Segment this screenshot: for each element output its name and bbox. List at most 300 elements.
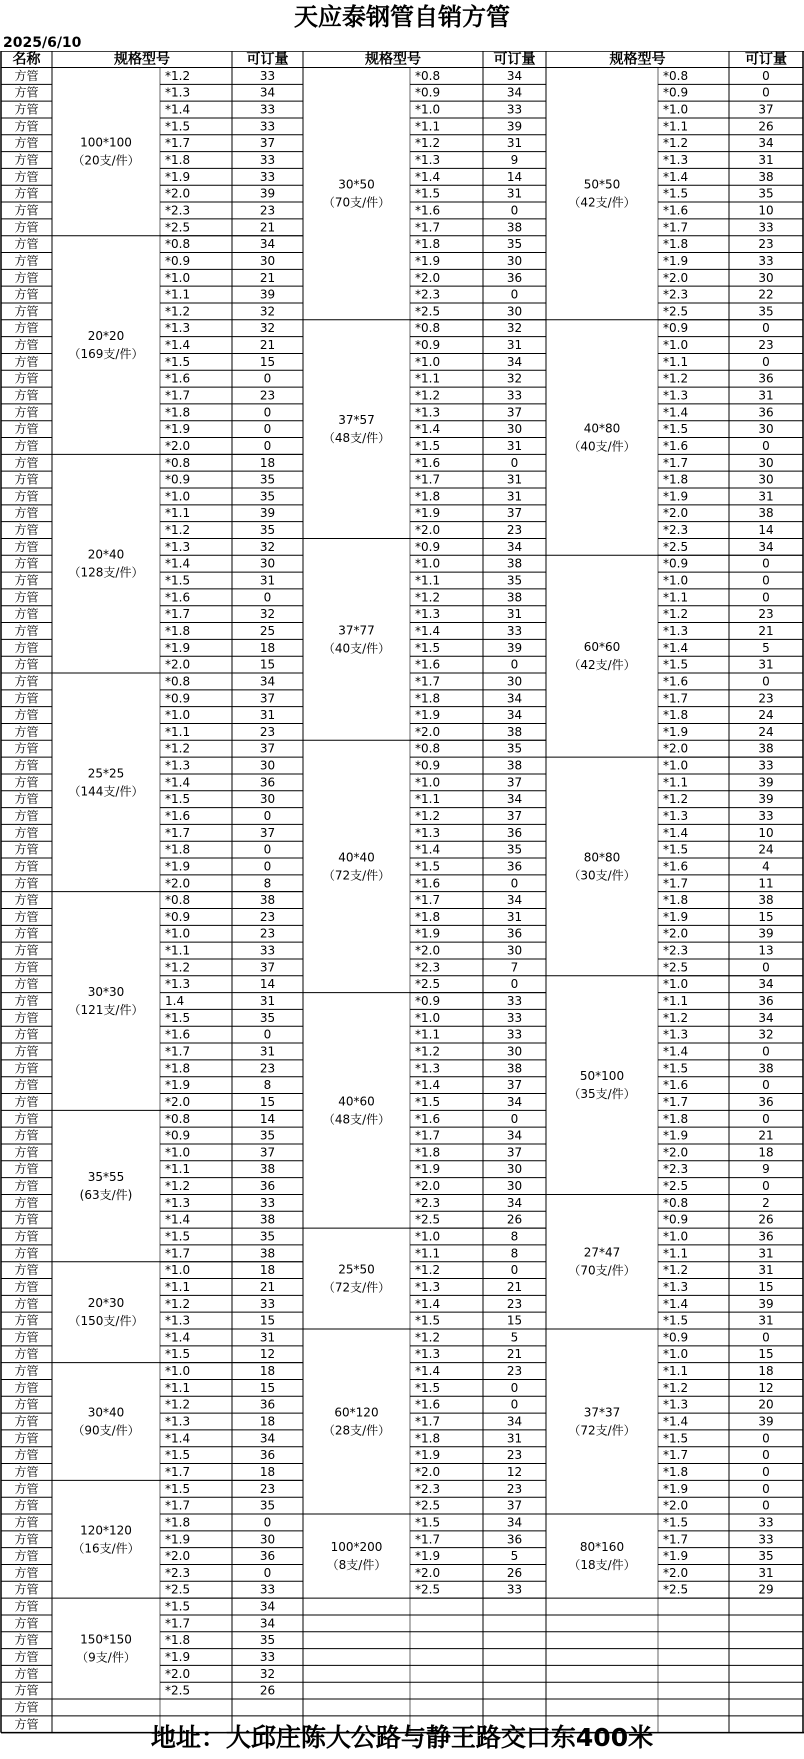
thickness-cell: *1.7 [165, 1246, 191, 1261]
quantity-cell: 34 [506, 1414, 523, 1429]
spec-pack-label: （42支/件） [568, 195, 636, 210]
thickness-cell: *0.8 [415, 68, 441, 83]
quantity-cell: 0 [762, 354, 770, 369]
product-name-cell: 方管 [14, 489, 39, 504]
thickness-cell: *1.5 [165, 354, 191, 369]
thickness-cell: *1.9 [663, 909, 689, 924]
product-name-cell: 方管 [14, 1347, 39, 1362]
product-name-cell: 方管 [14, 977, 39, 992]
thickness-cell: *1.0 [415, 775, 441, 790]
quantity-cell: 11 [758, 876, 774, 891]
thickness-cell: *0.9 [165, 1128, 191, 1143]
thickness-cell: *1.5 [415, 859, 441, 874]
product-name-cell: 方管 [14, 1700, 39, 1715]
thickness-cell: *1.2 [663, 1263, 689, 1278]
quantity-cell: 38 [259, 1212, 276, 1227]
quantity-cell: 37 [259, 960, 276, 975]
thickness-cell: *1.3 [165, 758, 191, 773]
product-name-cell: 方管 [14, 724, 39, 739]
thickness-cell: *1.5 [663, 842, 689, 857]
quantity-cell: 37 [506, 808, 523, 823]
thickness-cell: *1.5 [415, 1380, 441, 1395]
thickness-cell: *1.9 [415, 253, 441, 268]
spec-size-label: 37*77 [338, 623, 375, 638]
product-name-cell: 方管 [14, 1128, 39, 1143]
quantity-cell: 18 [758, 1364, 774, 1379]
thickness-cell: *2.0 [165, 1666, 191, 1681]
thickness-cell: *1.2 [415, 136, 441, 151]
quantity-cell: 23 [758, 237, 774, 252]
thickness-cell: *1.3 [415, 153, 441, 168]
thickness-cell: *1.5 [415, 640, 441, 655]
thickness-cell: *1.9 [415, 708, 441, 723]
quantity-cell: 32 [506, 321, 523, 336]
thickness-cell: *1.8 [663, 1111, 689, 1126]
product-name-cell: 方管 [14, 1111, 39, 1126]
thickness-cell: *1.7 [415, 1128, 441, 1143]
thickness-cell: *1.4 [165, 1330, 191, 1345]
product-name-cell: 方管 [14, 1414, 39, 1429]
product-name-cell: 方管 [14, 1279, 39, 1294]
spec-size-label: 27*47 [583, 1245, 621, 1260]
product-name-cell: 方管 [14, 842, 39, 857]
thickness-cell: *1.1 [415, 792, 441, 807]
quantity-cell: 38 [259, 893, 276, 908]
quantity-cell: 8 [510, 1246, 519, 1261]
quantity-cell: 35 [758, 186, 774, 201]
quantity-cell: 31 [758, 1246, 774, 1261]
quantity-cell: 31 [758, 1263, 774, 1278]
quantity-cell: 0 [263, 1027, 272, 1042]
quantity-cell: 39 [259, 186, 276, 201]
thickness-cell: *2.5 [165, 220, 191, 235]
quantity-cell: 0 [510, 977, 519, 992]
product-name-cell: 方管 [14, 253, 39, 268]
quantity-cell: 23 [506, 1364, 523, 1379]
spec-pack-label: （72支/件） [568, 1423, 636, 1438]
product-name-cell: 方管 [14, 1649, 39, 1664]
quantity-cell: 35 [259, 1128, 276, 1143]
thickness-cell: *1.0 [663, 977, 689, 992]
spec-size-label: 40*40 [338, 850, 375, 865]
quantity-cell: 32 [259, 539, 276, 554]
thickness-cell: *1.9 [165, 422, 191, 437]
quantity-cell: 0 [762, 1481, 770, 1496]
quantity-cell: 18 [259, 640, 276, 655]
thickness-cell: *1.1 [165, 287, 191, 302]
quantity-cell: 34 [758, 539, 774, 554]
thickness-cell: *1.7 [415, 220, 441, 235]
thickness-cell: *1.0 [415, 1229, 441, 1244]
spec-size-label: 20*20 [87, 329, 125, 344]
quantity-cell: 30 [758, 422, 774, 437]
quantity-cell: 26 [506, 1565, 523, 1580]
quantity-cell: 37 [259, 741, 276, 756]
thickness-cell: *1.3 [663, 1027, 689, 1042]
quantity-cell: 35 [506, 741, 523, 756]
quantity-cell: 25 [259, 623, 276, 638]
quantity-cell: 0 [510, 657, 519, 672]
spec-pack-label: （150支/件） [68, 1314, 144, 1329]
thickness-cell: *1.3 [415, 607, 441, 622]
product-name-cell: 方管 [14, 539, 39, 554]
spec-size-label: 25*50 [338, 1262, 375, 1277]
thickness-cell: *0.9 [663, 85, 689, 100]
thickness-cell: *1.5 [165, 1481, 191, 1496]
thickness-cell: *2.0 [415, 270, 441, 285]
spec-size-label: 30*50 [338, 177, 375, 192]
thickness-cell: *1.6 [415, 876, 441, 891]
thickness-cell: *1.0 [165, 1263, 191, 1278]
quantity-cell: 39 [506, 640, 523, 655]
quantity-cell: 15 [506, 1313, 523, 1328]
product-name-cell: 方管 [14, 1179, 39, 1194]
quantity-cell: 23 [259, 1061, 276, 1076]
header-qty: 可订量 [745, 51, 787, 68]
quantity-cell: 31 [758, 153, 774, 168]
product-name-cell: 方管 [14, 1364, 39, 1379]
thickness-cell: *1.0 [663, 102, 689, 117]
product-name-cell: 方管 [14, 758, 39, 773]
date-label: 2025/6/10 [3, 35, 82, 51]
thickness-cell: *1.4 [663, 1296, 689, 1311]
quantity-cell: 33 [506, 1027, 523, 1042]
thickness-cell: *1.4 [663, 405, 689, 420]
quantity-cell: 34 [758, 977, 774, 992]
quantity-cell: 0 [762, 573, 770, 588]
product-name-cell: 方管 [14, 960, 39, 975]
thickness-cell: *1.7 [165, 825, 191, 840]
quantity-cell: 31 [259, 994, 276, 1009]
quantity-cell: 23 [506, 1296, 523, 1311]
thickness-cell: *1.1 [663, 1246, 689, 1261]
thickness-cell: *1.2 [415, 1263, 441, 1278]
product-name-cell: 方管 [14, 792, 39, 807]
thickness-cell: *1.8 [415, 1145, 441, 1160]
thickness-cell: *1.1 [415, 1027, 441, 1042]
spec-size-label: 37*37 [583, 1405, 621, 1420]
quantity-cell: 20 [758, 1397, 774, 1412]
thickness-cell: *1.5 [663, 657, 689, 672]
product-name-cell: 方管 [14, 1380, 39, 1395]
quantity-cell: 12 [259, 1347, 276, 1362]
thickness-cell: *0.9 [415, 539, 441, 554]
thickness-cell: *1.8 [663, 1464, 689, 1479]
spec-size-label: 25*25 [87, 766, 125, 781]
quantity-cell: 35 [758, 1549, 774, 1564]
quantity-cell: 32 [259, 607, 276, 622]
product-name-cell: 方管 [14, 1397, 39, 1412]
product-name-cell: 方管 [14, 708, 39, 723]
thickness-cell: *1.0 [415, 1010, 441, 1025]
quantity-cell: 33 [506, 388, 523, 403]
spec-pack-label: （9支/件） [76, 1650, 136, 1665]
product-name-cell: 方管 [14, 1195, 39, 1210]
spec-pack-label: （72支/件） [322, 1280, 391, 1295]
thickness-cell: *2.3 [165, 1565, 191, 1580]
thickness-cell: *1.1 [663, 119, 689, 134]
thickness-cell: *1.7 [165, 1044, 191, 1059]
thickness-cell: *1.5 [165, 1448, 191, 1463]
product-name-cell: 方管 [14, 859, 39, 874]
product-name-cell: 方管 [14, 85, 39, 100]
thickness-cell: *1.3 [165, 1313, 191, 1328]
thickness-cell: *1.8 [415, 237, 441, 252]
quantity-cell: 34 [506, 1128, 523, 1143]
thickness-cell: *1.3 [165, 85, 191, 100]
quantity-cell: 24 [758, 724, 774, 739]
quantity-cell: 33 [506, 1010, 523, 1025]
thickness-cell: *1.6 [663, 1078, 689, 1093]
spec-size-label: 80*160 [579, 1540, 625, 1555]
quantity-cell: 37 [506, 405, 523, 420]
thickness-cell: *1.9 [663, 489, 689, 504]
thickness-cell: *2.0 [415, 1464, 441, 1479]
thickness-cell: *0.9 [663, 1330, 689, 1345]
thickness-cell: *1.8 [165, 1633, 191, 1648]
spec-pack-label: （35支/件） [568, 1087, 636, 1102]
thickness-cell: *1.8 [663, 472, 689, 487]
product-name-cell: 方管 [14, 1330, 39, 1345]
spec-pack-label: （48支/件） [322, 1112, 391, 1127]
quantity-cell: 30 [259, 758, 276, 773]
thickness-cell: *1.1 [165, 506, 191, 521]
inventory-table [0, 51, 804, 1734]
quantity-cell: 33 [259, 169, 276, 184]
quantity-cell: 32 [758, 1027, 774, 1042]
thickness-cell: *1.1 [415, 573, 441, 588]
thickness-cell: *1.9 [415, 926, 441, 941]
quantity-cell: 39 [758, 926, 774, 941]
quantity-cell: 38 [506, 758, 523, 773]
quantity-cell: 33 [259, 1195, 276, 1210]
quantity-cell: 31 [506, 607, 523, 622]
thickness-cell: *1.3 [663, 153, 689, 168]
product-name-cell: 方管 [14, 1010, 39, 1025]
spec-size-label: 100*100 [80, 135, 132, 150]
product-name-cell: 方管 [14, 1094, 39, 1109]
thickness-cell: *1.3 [165, 977, 191, 992]
quantity-cell: 0 [510, 203, 519, 218]
thickness-cell: *1.2 [663, 1380, 689, 1395]
product-name-cell: 方管 [14, 1431, 39, 1446]
quantity-cell: 15 [259, 657, 276, 672]
thickness-cell: *2.0 [165, 186, 191, 201]
product-name-cell: 方管 [14, 1229, 39, 1244]
quantity-cell: 18 [259, 1263, 276, 1278]
thickness-cell: *1.0 [663, 758, 689, 773]
quantity-cell: 37 [506, 1498, 523, 1513]
thickness-cell: *1.5 [165, 792, 191, 807]
thickness-cell: *0.8 [165, 237, 191, 252]
quantity-cell: 18 [259, 1364, 276, 1379]
quantity-cell: 5 [762, 640, 770, 655]
product-name-cell: 方管 [14, 237, 39, 252]
thickness-cell: *0.9 [663, 1212, 689, 1227]
product-name-cell: 方管 [14, 926, 39, 941]
thickness-cell: *1.1 [165, 1279, 191, 1294]
quantity-cell: 0 [510, 455, 519, 470]
product-name-cell: 方管 [14, 153, 39, 168]
product-name-cell: 方管 [14, 994, 39, 1009]
product-name-cell: 方管 [14, 388, 39, 403]
thickness-cell: *1.3 [415, 405, 441, 420]
thickness-cell: *1.5 [415, 1313, 441, 1328]
thickness-cell: *1.0 [165, 708, 191, 723]
thickness-cell: *2.5 [663, 1179, 689, 1194]
thickness-cell: *1.7 [663, 691, 689, 706]
thickness-cell: *0.9 [415, 85, 441, 100]
quantity-cell: 34 [758, 1010, 774, 1025]
quantity-cell: 29 [758, 1582, 774, 1597]
quantity-cell: 23 [506, 1448, 523, 1463]
quantity-cell: 35 [259, 1633, 276, 1648]
product-name-cell: 方管 [14, 691, 39, 706]
quantity-cell: 23 [259, 909, 276, 924]
thickness-cell: *1.4 [165, 556, 191, 571]
thickness-cell: *1.8 [165, 623, 191, 638]
product-name-cell: 方管 [14, 590, 39, 605]
thickness-cell: *1.8 [415, 1431, 441, 1446]
quantity-cell: 34 [506, 691, 523, 706]
thickness-cell: *1.3 [165, 321, 191, 336]
spec-pack-label: （40支/件） [322, 641, 391, 656]
thickness-cell: *1.4 [663, 1414, 689, 1429]
quantity-cell: 34 [506, 354, 523, 369]
product-name-cell: 方管 [14, 876, 39, 891]
quantity-cell: 33 [758, 808, 774, 823]
quantity-cell: 21 [506, 1347, 523, 1362]
quantity-cell: 0 [762, 321, 770, 336]
quantity-cell: 30 [506, 422, 523, 437]
product-name-cell: 方管 [14, 909, 39, 924]
quantity-cell: 33 [259, 119, 276, 134]
quantity-cell: 21 [259, 270, 276, 285]
quantity-cell: 0 [762, 590, 770, 605]
quantity-cell: 21 [259, 220, 276, 235]
product-name-cell: 方管 [14, 422, 39, 437]
thickness-cell: *2.5 [663, 304, 689, 319]
quantity-cell: 36 [259, 775, 276, 790]
quantity-cell: 0 [510, 1111, 519, 1126]
thickness-cell: *1.4 [415, 422, 441, 437]
thickness-cell: *1.9 [415, 506, 441, 521]
thickness-cell: *1.0 [165, 489, 191, 504]
thickness-cell: *0.9 [415, 758, 441, 773]
quantity-cell: 33 [758, 1515, 774, 1530]
thickness-cell: *0.8 [165, 674, 191, 689]
product-name-cell: 方管 [14, 270, 39, 285]
quantity-cell: 5 [510, 1330, 519, 1345]
thickness-cell: *1.1 [165, 1380, 191, 1395]
thickness-cell: *1.7 [165, 1498, 191, 1513]
spec-size-label: 30*30 [87, 985, 125, 1000]
product-name-cell: 方管 [14, 455, 39, 470]
product-name-cell: 方管 [14, 304, 39, 319]
thickness-cell: *1.0 [663, 1347, 689, 1362]
quantity-cell: 14 [506, 169, 523, 184]
thickness-cell: *1.2 [165, 741, 191, 756]
thickness-cell: *1.3 [415, 1061, 441, 1076]
quantity-cell: 0 [762, 960, 770, 975]
quantity-cell: 8 [263, 1078, 272, 1093]
quantity-cell: 35 [259, 1498, 276, 1513]
quantity-cell: 23 [259, 203, 276, 218]
thickness-cell: *1.7 [663, 1448, 689, 1463]
quantity-cell: 30 [506, 253, 523, 268]
thickness-cell: *1.8 [165, 1061, 191, 1076]
quantity-cell: 36 [259, 1179, 276, 1194]
thickness-cell: *1.2 [165, 1179, 191, 1194]
thickness-cell: *1.4 [415, 1296, 441, 1311]
quantity-cell: 0 [510, 287, 519, 302]
thickness-cell: *1.1 [663, 354, 689, 369]
quantity-cell: 23 [506, 523, 523, 538]
thickness-cell: *1.4 [415, 169, 441, 184]
quantity-cell: 34 [506, 893, 523, 908]
quantity-cell: 0 [762, 1498, 770, 1513]
quantity-cell: 33 [758, 220, 774, 235]
spec-size-label: 60*60 [583, 640, 621, 655]
thickness-cell: *1.5 [165, 1347, 191, 1362]
spec-size-label: 50*50 [583, 177, 621, 192]
quantity-cell: 21 [259, 338, 276, 353]
product-name-cell: 方管 [14, 1549, 39, 1564]
thickness-cell: *1.2 [165, 1397, 191, 1412]
thickness-cell: *1.2 [415, 388, 441, 403]
quantity-cell: 0 [762, 1078, 770, 1093]
product-name-cell: 方管 [14, 523, 39, 538]
quantity-cell: 34 [259, 1616, 276, 1631]
quantity-cell: 30 [259, 1532, 276, 1547]
quantity-cell: 31 [506, 136, 523, 151]
thickness-cell: *1.7 [663, 876, 689, 891]
thickness-cell: *1.8 [663, 237, 689, 252]
thickness-cell: 1.4 [165, 994, 185, 1009]
header-spec: 规格型号 [609, 51, 666, 68]
thickness-cell: *2.5 [415, 1212, 441, 1227]
quantity-cell: 30 [758, 455, 774, 470]
quantity-cell: 31 [506, 489, 523, 504]
header-spec: 规格型号 [365, 51, 421, 68]
quantity-cell: 38 [506, 220, 523, 235]
thickness-cell: *2.3 [663, 943, 689, 958]
thickness-cell: *1.0 [165, 1364, 191, 1379]
quantity-cell: 0 [510, 876, 519, 891]
thickness-cell: *2.5 [663, 539, 689, 554]
thickness-cell: *1.4 [165, 338, 191, 353]
quantity-cell: 30 [506, 1044, 523, 1059]
thickness-cell: *1.7 [663, 455, 689, 470]
thickness-cell: *1.2 [165, 304, 191, 319]
header-name: 名称 [12, 51, 41, 68]
quantity-cell: 21 [259, 1279, 276, 1294]
quantity-cell: 37 [758, 102, 774, 117]
quantity-cell: 32 [259, 1666, 276, 1681]
spec-size-label: 60*120 [334, 1405, 379, 1420]
header-qty: 可订量 [246, 51, 289, 68]
quantity-cell: 7 [510, 960, 519, 975]
quantity-cell: 31 [506, 338, 523, 353]
thickness-cell: *1.4 [165, 1431, 191, 1446]
quantity-cell: 35 [259, 489, 276, 504]
product-name-cell: 方管 [14, 1498, 39, 1513]
quantity-cell: 39 [506, 119, 523, 134]
thickness-cell: *1.9 [415, 1162, 441, 1177]
product-name-cell: 方管 [14, 573, 39, 588]
header-spec: 规格型号 [114, 51, 170, 68]
quantity-cell: 38 [758, 893, 774, 908]
